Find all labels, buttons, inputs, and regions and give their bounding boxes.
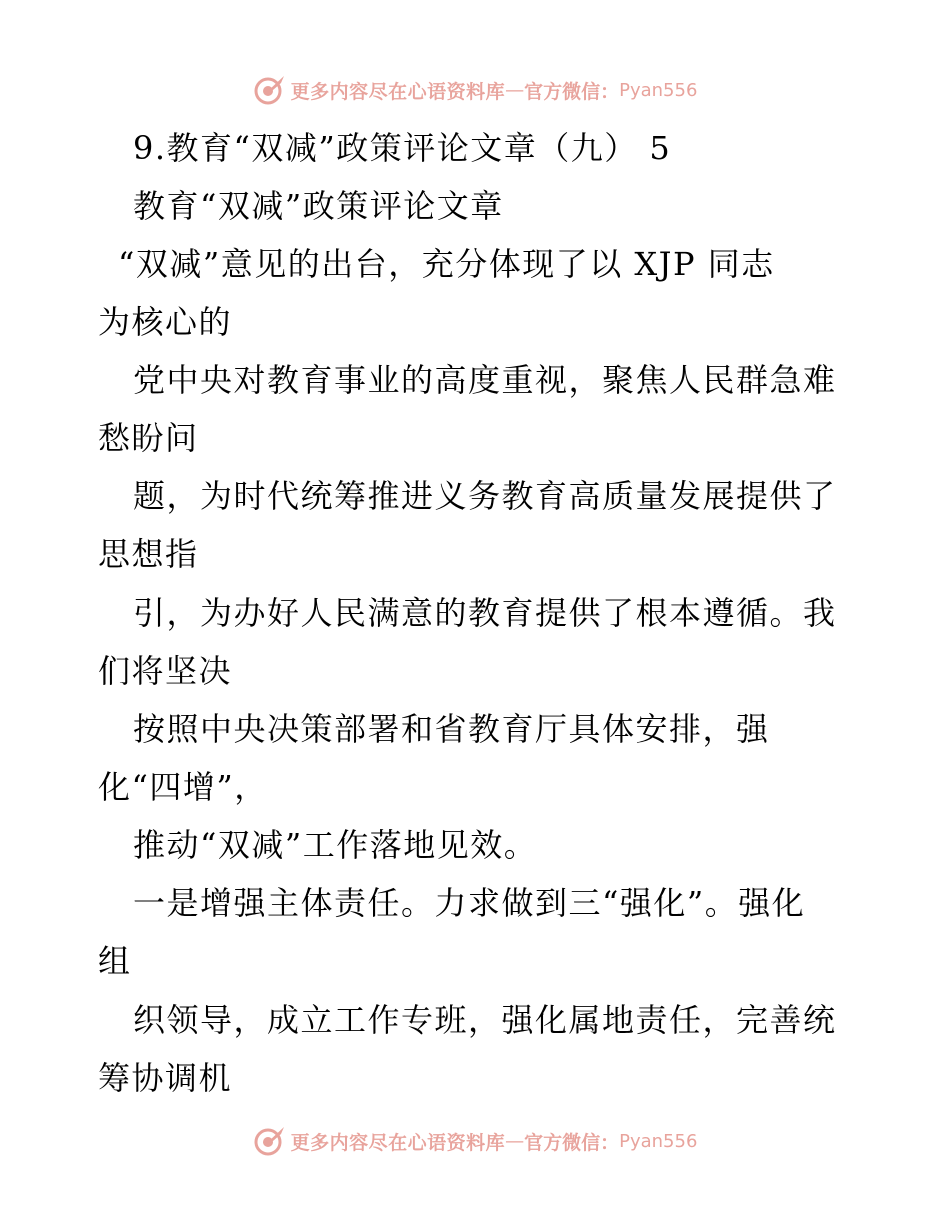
doc-text-line: 为核心的 [98, 303, 233, 341]
doc-text-line: “双减”意见的出台，充分体现了以 XJP 同志 [118, 245, 775, 283]
watermark-wechat-id: Pyan556 [619, 79, 698, 101]
quill-seal-icon [253, 1124, 287, 1158]
doc-title-line: 9.教育“双减”政策评论文章（九） 5 [133, 129, 672, 167]
doc-text-line: 按照中央决策部署和省教育厅具体安排，强 [133, 710, 770, 748]
doc-text-line: 引，为办好人民满意的教育提供了根本遵循。我 [133, 594, 837, 632]
doc-text-line: 一是增强主体责任。力求做到三“强化”。强化 [133, 884, 806, 922]
header-watermark [0, 70, 950, 110]
doc-text-line: 愁盼问 [98, 419, 199, 457]
doc-text-line: 组 [98, 942, 132, 980]
watermark-main-text: 更多内容尽在心语资料库 [290, 80, 506, 103]
doc-text-line: 化“四增”， [98, 768, 268, 806]
doc-text-line: 思想指 [98, 535, 199, 573]
watermark-sub-text: 官方微信： [524, 1131, 620, 1154]
watermark-wechat-id: Pyan556 [619, 1130, 698, 1152]
quill-seal-icon [253, 73, 287, 107]
doc-text-line: 筹协调机 [98, 1059, 233, 1097]
watermark-dash: — [505, 1130, 525, 1152]
doc-text-line: 题，为时代统筹推进义务教育高质量发展提供了 [133, 477, 837, 515]
doc-text-line: 推动“双减”工作落地见效。 [133, 826, 538, 864]
doc-text-line: 们将坚决 [98, 652, 233, 690]
footer-watermark [0, 1121, 950, 1161]
watermark-dash: — [505, 79, 525, 101]
watermark-sub-text: 官方微信： [524, 80, 620, 103]
doc-text-line: 织领导，成立工作专班，强化属地责任，完善统 [133, 1001, 837, 1039]
doc-text-line: 党中央对教育事业的高度重视，聚焦人民群急难 [133, 361, 837, 399]
doc-subtitle-line: 教育“双减”政策评论文章 [133, 187, 504, 225]
watermark-main-text: 更多内容尽在心语资料库 [290, 1131, 506, 1154]
